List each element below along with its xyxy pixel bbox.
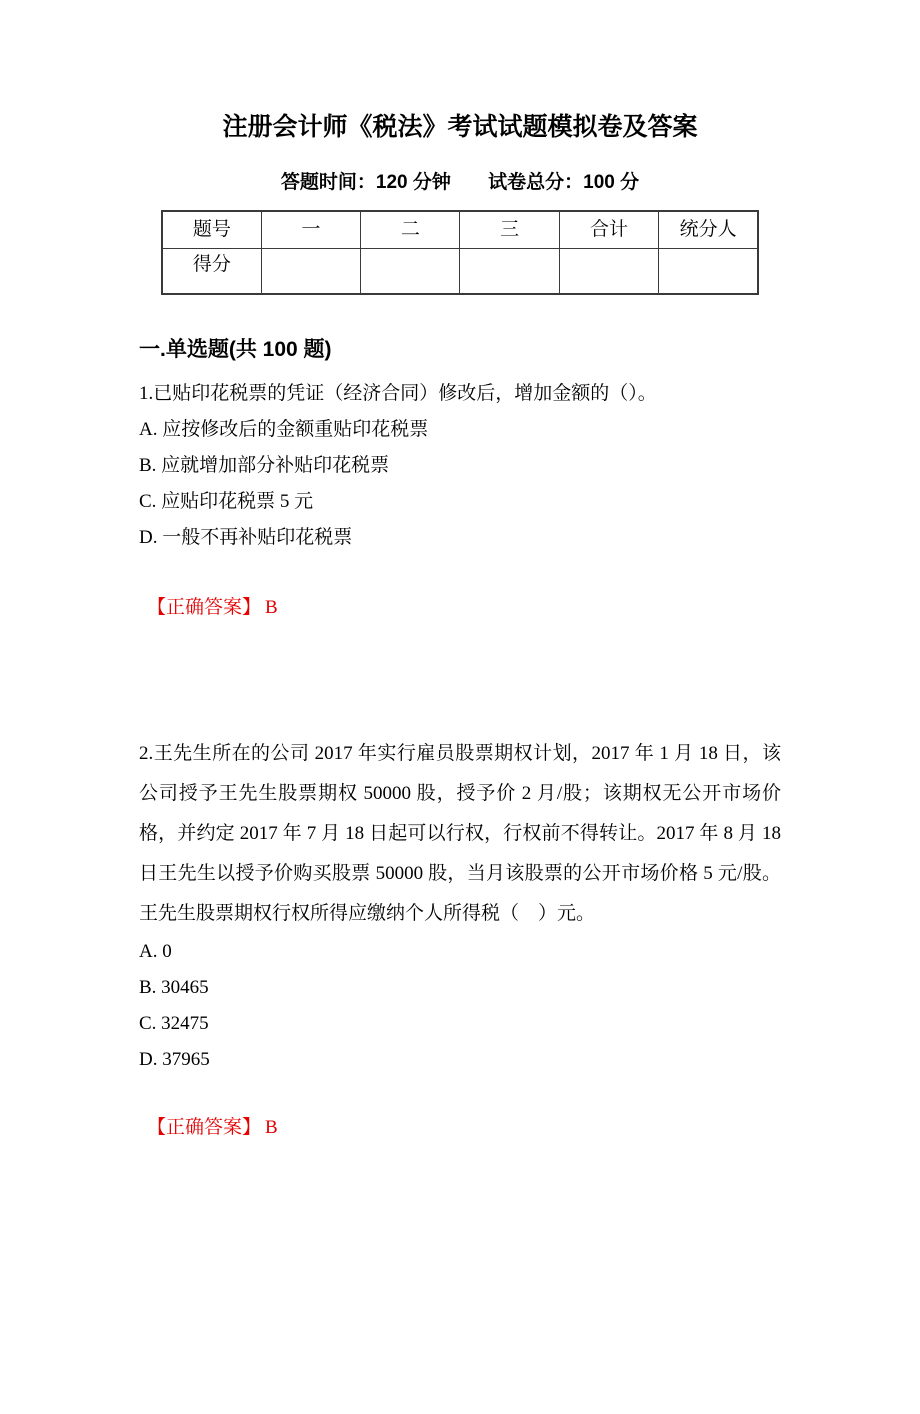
score-cell-part-two [361, 248, 460, 294]
page-title: 注册会计师《税法》考试试题模拟卷及答案 [222, 113, 698, 141]
question-1-stem: 1.已贴印花税票的凭证（经济合同）修改后，增加金额的（）。 [139, 383, 657, 404]
score-table-header-row [162, 211, 758, 248]
score-table-header-total: 合计 [559, 211, 658, 248]
score-cell-part-one [261, 248, 360, 294]
score-table-header-part-one: 一 [261, 211, 360, 248]
score-table-header-question-number: 题号 [162, 211, 261, 248]
score-cell-scorer [659, 248, 758, 294]
question-1-option-c: C. 应贴印花税票 5 元 [139, 491, 314, 512]
question-1-answer-label: 【正确答案】 [147, 597, 262, 618]
question-1-option-d: D. 一般不再补贴印花税票 [139, 527, 353, 548]
question-1-option-b: B. 应就增加部分补贴印花税票 [139, 455, 390, 476]
score-row-label: 得分 [162, 248, 261, 294]
question-1-option-a: A. 应按修改后的金额重贴印花税票 [139, 419, 429, 440]
score-table-score-row [162, 248, 758, 294]
exam-document-page [0, 112, 920, 1414]
score-table-header-part-two: 二 [361, 211, 460, 248]
document-body [139, 336, 781, 1142]
question-2-stem: 2.王先生所在的公司 2017 年实行雇员股票期权计划，2017 年 1 月 18 日，该公司授予王先生股票期权 50000 股，授予价 2 月/股；该期权无公开市场价格，并约定 2017 年 7 月 18 日起可以行权，行权前不得转让。2017 年 8 月 18 日王先生以授予价购买股票 50000 股，当月该股票的公开市场价格 5 元/股。王先生股票期权行权所得应缴纳个人所得税（ ）元。 [139, 743, 781, 924]
question-2-option-a: A. 0 [139, 941, 172, 962]
question-2 [139, 734, 781, 1142]
score-table-header-part-three: 三 [460, 211, 559, 248]
question-2-option-c: C. 32475 [139, 1013, 209, 1034]
score-table-header-scorer: 统分人 [659, 211, 758, 248]
question-2-answer-line [139, 1114, 781, 1142]
exam-total-score-info: 试卷总分：100 分 [488, 172, 640, 193]
question-2-option-b: B. 30465 [139, 977, 209, 998]
question-2-answer-value: B [265, 1117, 278, 1138]
section-heading: 一.单选题(共 100 题) [139, 338, 332, 361]
question-1-answer-value: B [265, 597, 278, 618]
score-table [161, 210, 759, 295]
exam-time-info: 答题时间：120 分钟 [280, 172, 451, 193]
exam-meta [0, 169, 920, 197]
score-cell-total [559, 248, 658, 294]
question-1-answer-line [139, 594, 781, 622]
question-2-option-d: D. 37965 [139, 1049, 210, 1070]
question-1 [139, 376, 781, 622]
question-2-answer-label: 【正确答案】 [147, 1117, 262, 1138]
score-cell-part-three [460, 248, 559, 294]
